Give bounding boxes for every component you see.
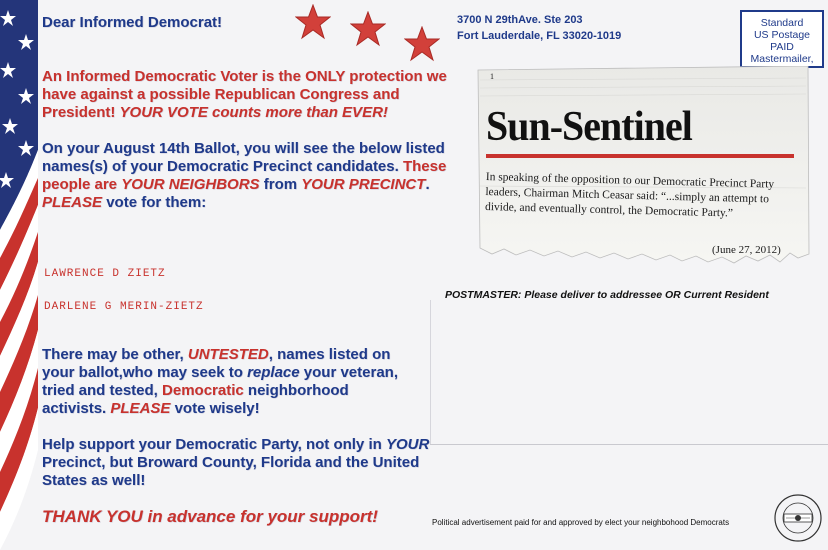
greeting: Dear Informed Democrat! [42,14,223,31]
ballot-text-3: YOUR NEIGHBORS [121,176,260,193]
candidate-name: LAWRENCE D ZIETZ [44,268,166,280]
address-area-border [430,300,431,444]
clipping-page-number: 1 [490,72,494,81]
newspaper-clipping [476,66,810,266]
untested-text-8: PLEASE [110,400,171,417]
untested-text-5: your veteran, tried and tested, [42,364,398,399]
untested-text-4: replace [247,364,300,381]
ballot-text-8: vote for them: [106,194,207,211]
postage-line: PAID [770,41,794,53]
american-flag-strip [0,0,38,550]
red-star-icon [350,11,386,47]
ballot-text-5: YOUR PRECINCT [301,176,426,193]
ballot-text-1: On your August 14th Ballot, you will see the below listed names(s) of your Democratic Precinct candidates. [42,140,445,175]
paragraph-protection-text: An Informed Democratic Voter is the ONLY protection we have against a possible Republican Congress and President! [42,68,447,121]
ballot-text-7: PLEASE [42,194,103,211]
clipping-date: (June 27, 2012) [712,244,781,256]
red-star-icon [404,26,440,62]
paragraph-protection [42,68,462,122]
political-disclaimer: Political advertisement paid for and approved by elect your neighbohood Democrats [432,518,730,527]
support-text-2: YOUR [385,436,430,453]
untested-text-1: There may be other, [42,346,184,363]
postage-indicia [740,10,824,68]
support-text-3: Precinct, but Broward County, Florida and the United States as well! [42,454,420,489]
untested-text-9: vote [174,400,206,417]
return-address-line: 3700 N 29thAve. Ste 203 [457,14,583,26]
postmaster-notice: POSTMASTER: Please deliver to addressee OR Current Resident [445,289,769,301]
sun-sentinel-masthead: Sun-Sentinel [486,104,692,150]
postage-line: Standard [760,17,804,29]
clipping-quote: In speaking of the opposition to our Democratic Precinct Party leaders, Chairman Mitch Ceasar said: “...simply an attempt to divide, and eventually control, the Democratic Party.” [484,170,775,220]
postage-line: US Postage [753,29,811,41]
address-area-border [430,444,828,445]
ballot-text-4: from [263,176,298,193]
paragraph-protection-emphasis: YOUR VOTE counts more than EVER! [119,104,388,121]
paragraph-support [42,436,432,490]
closing-thank-you: THANK YOU in advance for your support! [42,507,378,526]
return-address-line: Fort Lauderdale, FL 33020-1019 [457,30,622,42]
ballot-text-2: These people are [42,158,447,193]
ballot-text-6: . [425,176,430,193]
untested-text-2: UNTESTED [187,346,269,363]
paragraph-ballot [42,140,452,212]
masthead-red-rule [486,154,794,158]
red-star-icon [295,4,331,40]
postage-line: Mastermailer, [750,53,814,65]
untested-text-7: neighborhood activists. [42,382,349,417]
return-address [457,12,621,44]
untested-text-6: Democratic [162,382,244,399]
support-text-1: Help support your Democratic Party, not only in [42,436,382,453]
paragraph-untested [42,346,412,418]
untested-text-3: , names listed on your ballot,who may seek to [42,346,391,381]
untested-text-10: wisely! [209,400,260,417]
union-label-seal-icon [772,492,824,544]
candidate-name: DARLENE G MERIN-ZIETZ [44,301,204,313]
